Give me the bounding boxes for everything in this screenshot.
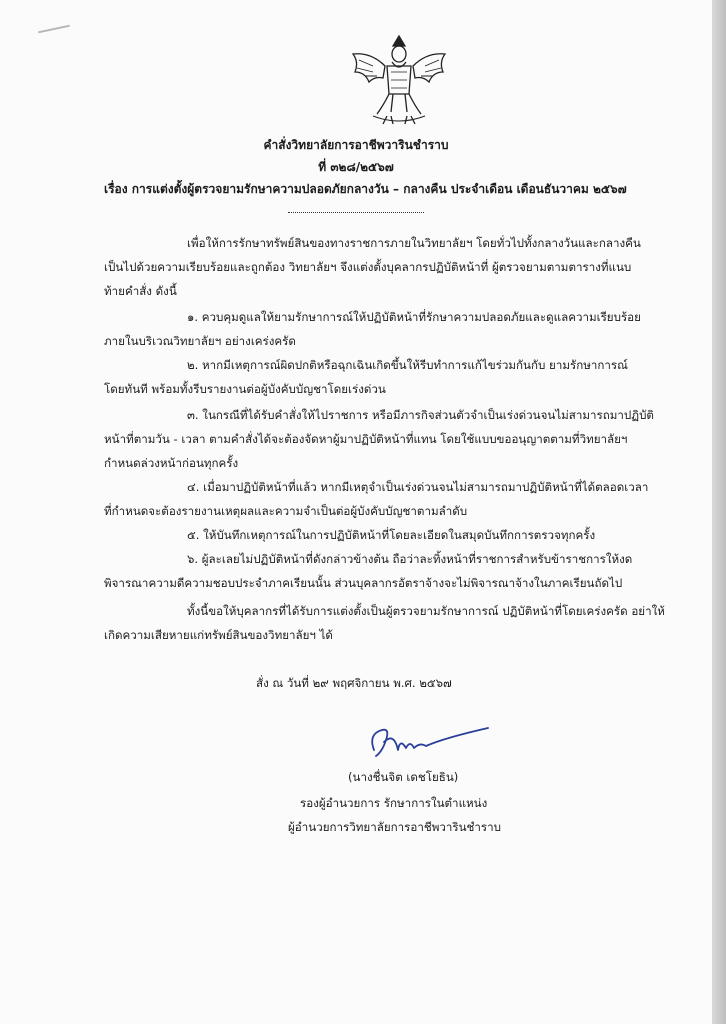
item-2-line-2: โดยทันที พร้อมทั้งรีบรายงานต่อผู้บังคับบัญชาโดยเร่งด่วน [104,382,386,396]
order-number: ที่ ๓๒๘/๒๕๖๗ [318,160,394,174]
item-3-line-1: ๓. ในกรณีที่ได้รับคำสั่งให้ไปราชการ หรือมีภารกิจส่วนตัวจำเป็นเร่งด่วนจนไม่สามารถมาปฏิบัติ [187,408,654,422]
handwritten-signature [364,720,494,764]
item-1-line-1: ๑. ควบคุมดูแลให้ยามรักษาการณ์ให้ปฏิบัติหน้าที่รักษาความปลอดภัยและดูแลความเรียบร้อย [187,310,641,324]
page-edge-shadow [712,0,726,1024]
closing-line-1: ทั้งนี้ขอให้บุคลากรที่ได้รับการแต่งตั้งเป็นผู้ตรวจยามรักษาการณ์ ปฏิบัติหน้าที่โดยเคร่งครัด อย่าให้ [187,604,665,618]
item-1-line-2: ภายในบริเวณวิทยาลัยฯ อย่างเคร่งครัด [104,334,296,348]
garuda-emblem-icon [343,32,455,128]
item-6-line-2: พิจารณาความดีความชอบประจำภาคเรียนนั้น ส่วนบุคลากรอัตราจ้างจะไม่พิจารณาจ้างในภาคเรียนถัดไป [104,576,623,590]
item-3-line-2: หน้าที่ตามวัน - เวลา ตามคำสั่งได้จะต้องจัดหาผู้มาปฏิบัติหน้าที่แทน โดยใช้แบบขออนุญาตตามที่วิทยาลัยฯ [104,432,628,446]
intro-line-3: ท้ายคำสั่ง ดังนี้ [104,284,177,298]
subject-line: เรื่อง การแต่งตั้งผู้ตรวจยามรักษาความปลอดภัยกลางวัน – กลางคืน ประจำเดือน เดือนธันวาคม ๒๕๖๗ [104,182,627,196]
issuer-title: คำสั่งวิทยาลัยการอาชีพวารินชำราบ [263,138,449,152]
item-4-line-1: ๔. เมื่อมาปฏิบัติหน้าที่แล้ว หากมีเหตุจำเป็นเร่งด่วนจนไม่สามารถมาปฏิบัติหน้าที่ได้ตลอดเวลา [187,480,649,494]
signatory-position-2: ผู้อำนวยการวิทยาลัยการอาชีพวารินชำราบ [288,820,501,834]
signatory-name: (นางชื่นจิต เดชโยธิน) [348,770,459,784]
stray-pen-mark [38,25,70,34]
item-2-line-1: ๒. หากมีเหตุการณ์ผิดปกติหรือฉุกเฉินเกิดขึ้นให้รีบทำการแก้ไขร่วมกันกับ ยามรักษาการณ์ [187,358,628,372]
item-3-line-3: กำหนดล่วงหน้าก่อนทุกครั้ง [104,456,239,470]
item-6-line-1: ๖. ผู้ละเลยไม่ปฏิบัติหน้าที่ดังกล่าวข้างต้น ถือว่าละทิ้งหน้าที่ราชการสำหรับข้าราชการให้งด [187,552,633,566]
dotted-divider [288,212,424,213]
item-5-line-1: ๕. ให้บันทึกเหตุการณ์ในการปฏิบัติหน้าที่โดยละเอียดในสมุดบันทึกการตรวจทุกครั้ง [187,528,596,542]
closing-line-2: เกิดความเสียหายแก่ทรัพย์สินของวิทยาลัยฯ ได้ [104,628,333,642]
item-4-line-2: ที่กำหนดจะต้องรายงานเหตุผลและความจำเป็นต่อผู้บังคับบัญชาตามลำดับ [104,504,468,518]
order-date: สั่ง ณ วันที่ ๒๙ พฤศจิกายน พ.ศ. ๒๕๖๗ [256,676,452,690]
intro-line-1: เพื่อให้การรักษาทรัพย์สินของทางราชการภายในวิทยาลัยฯ โดยทั่วไปทั้งกลางวันและกลางคืน [187,236,641,250]
signatory-position-1: รองผู้อำนวยการ รักษาการในตำแหน่ง [300,796,488,810]
intro-line-2: เป็นไปด้วยความเรียบร้อยและถูกต้อง วิทยาลัยฯ จึงแต่งตั้งบุคลากรปฏิบัติหน้าที่ ผู้ตรวจยามตามตารางที่แนบ [104,260,632,274]
